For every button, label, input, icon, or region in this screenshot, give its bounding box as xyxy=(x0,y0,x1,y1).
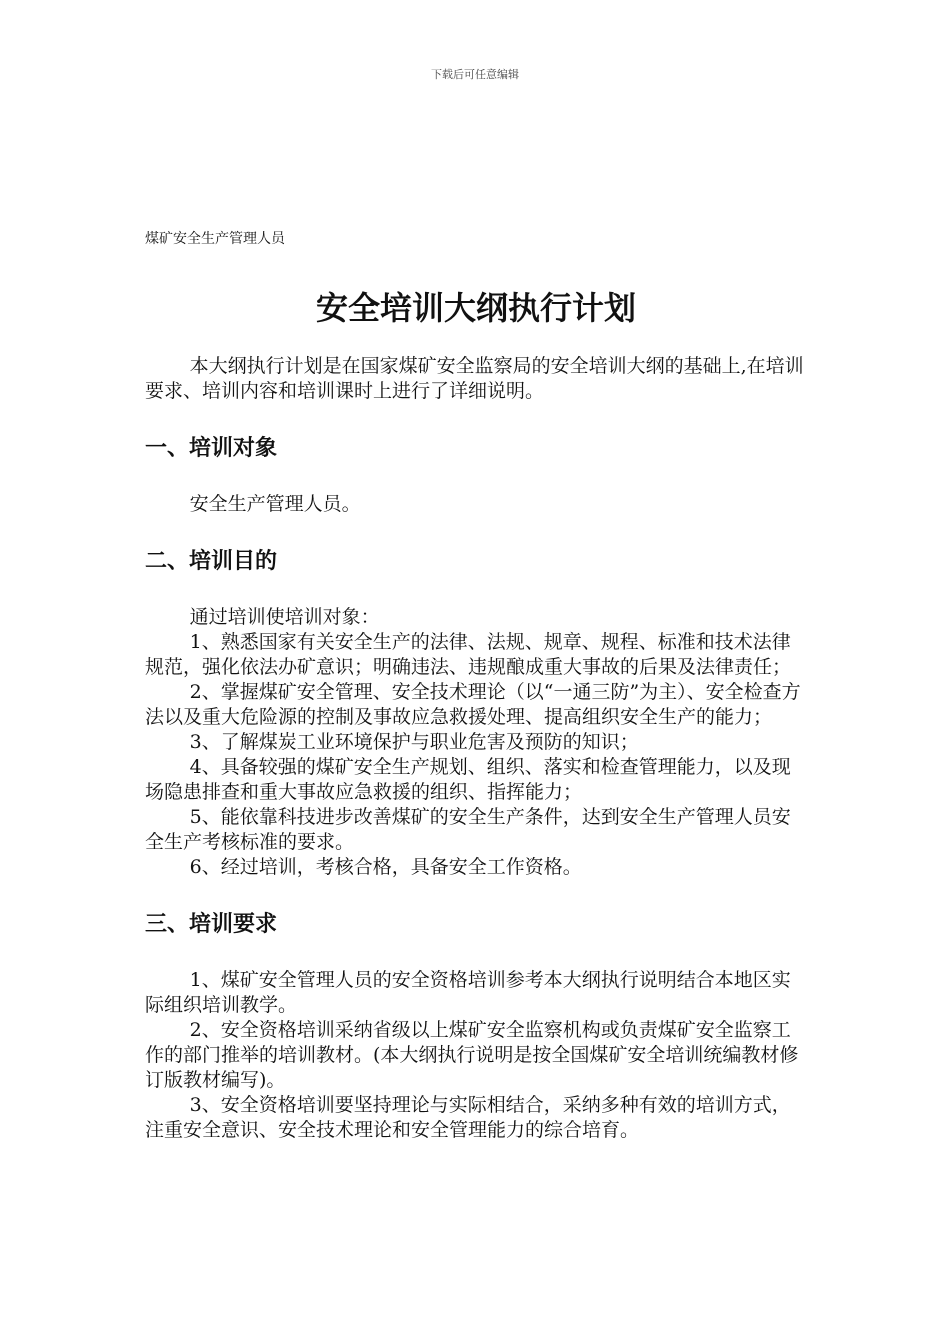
list-item: 5、能依靠科技进步改善煤矿的安全生产条件，达到安全生产管理人员安全生产考核标准的要求。 xyxy=(145,806,791,853)
section-body-training-requirements xyxy=(145,968,807,1143)
list-item: 2、安全资格培训采纳省级以上煤矿安全监察机构或负责煤矿安全监察工作的部门推举的培训教材。(本大纲执行说明是按全国煤矿安全培训统编教材修订版教材编写)。 xyxy=(145,1019,799,1091)
section-body-training-purpose xyxy=(145,605,807,880)
section-heading-training-targets: 一、培训对象 xyxy=(145,436,278,461)
section-body-training-targets xyxy=(145,492,807,517)
section-heading-training-purpose: 二、培训目的 xyxy=(145,549,278,574)
list-item: 3、安全资格培训要坚持理论与实际相结合，采纳多种有效的培训方式，注重安全意识、安全技术理论和安全管理能力的综合培育。 xyxy=(145,1094,791,1141)
list-item: 6、经过培训，考核合格，具备安全工作资格。 xyxy=(189,856,582,878)
list-item: 3、了解煤炭工业环境保护与职业危害及预防的知识； xyxy=(189,731,639,753)
document-body xyxy=(145,228,807,1143)
list-item: 2、掌握煤矿安全管理、安全技术理论（以“一通三防”为主）、安全检查方法以及重大危险源的控制及事故应急救援处理、提高组织安全生产的能力； xyxy=(145,681,801,728)
list-item: 4、具备较强的煤矿安全生产规划、组织、落实和检查管理能力，以及现场隐患排查和重大事故应急救援的组织、指挥能力； xyxy=(145,756,791,803)
list-item: 1、煤矿安全管理人员的安全资格培训参考本大纲执行说明结合本地区实际组织培训教学。 xyxy=(145,969,791,1016)
section-heading-training-requirements: 三、培训要求 xyxy=(145,912,278,937)
paragraph: 安全生产管理人员。 xyxy=(189,493,361,515)
document-title: 安全培训大纲执行计划 xyxy=(315,289,636,327)
header-note: 下载后可任意编辑 xyxy=(431,68,519,81)
intro-paragraph: 本大纲执行计划是在国家煤矿安全监察局的安全培训大纲的基础上,在培训要求、培训内容和培训课时上进行了详细说明。 xyxy=(145,355,804,402)
document-subtitle: 煤矿安全生产管理人员 xyxy=(145,231,285,247)
paragraph: 通过培训使培训对象： xyxy=(189,606,380,628)
list-item: 1、熟悉国家有关安全生产的法律、法规、规章、规程、标准和技术法律规范，强化依法办矿意识；明确违法、违规酿成重大事故的后果及法律责任； xyxy=(145,631,792,678)
